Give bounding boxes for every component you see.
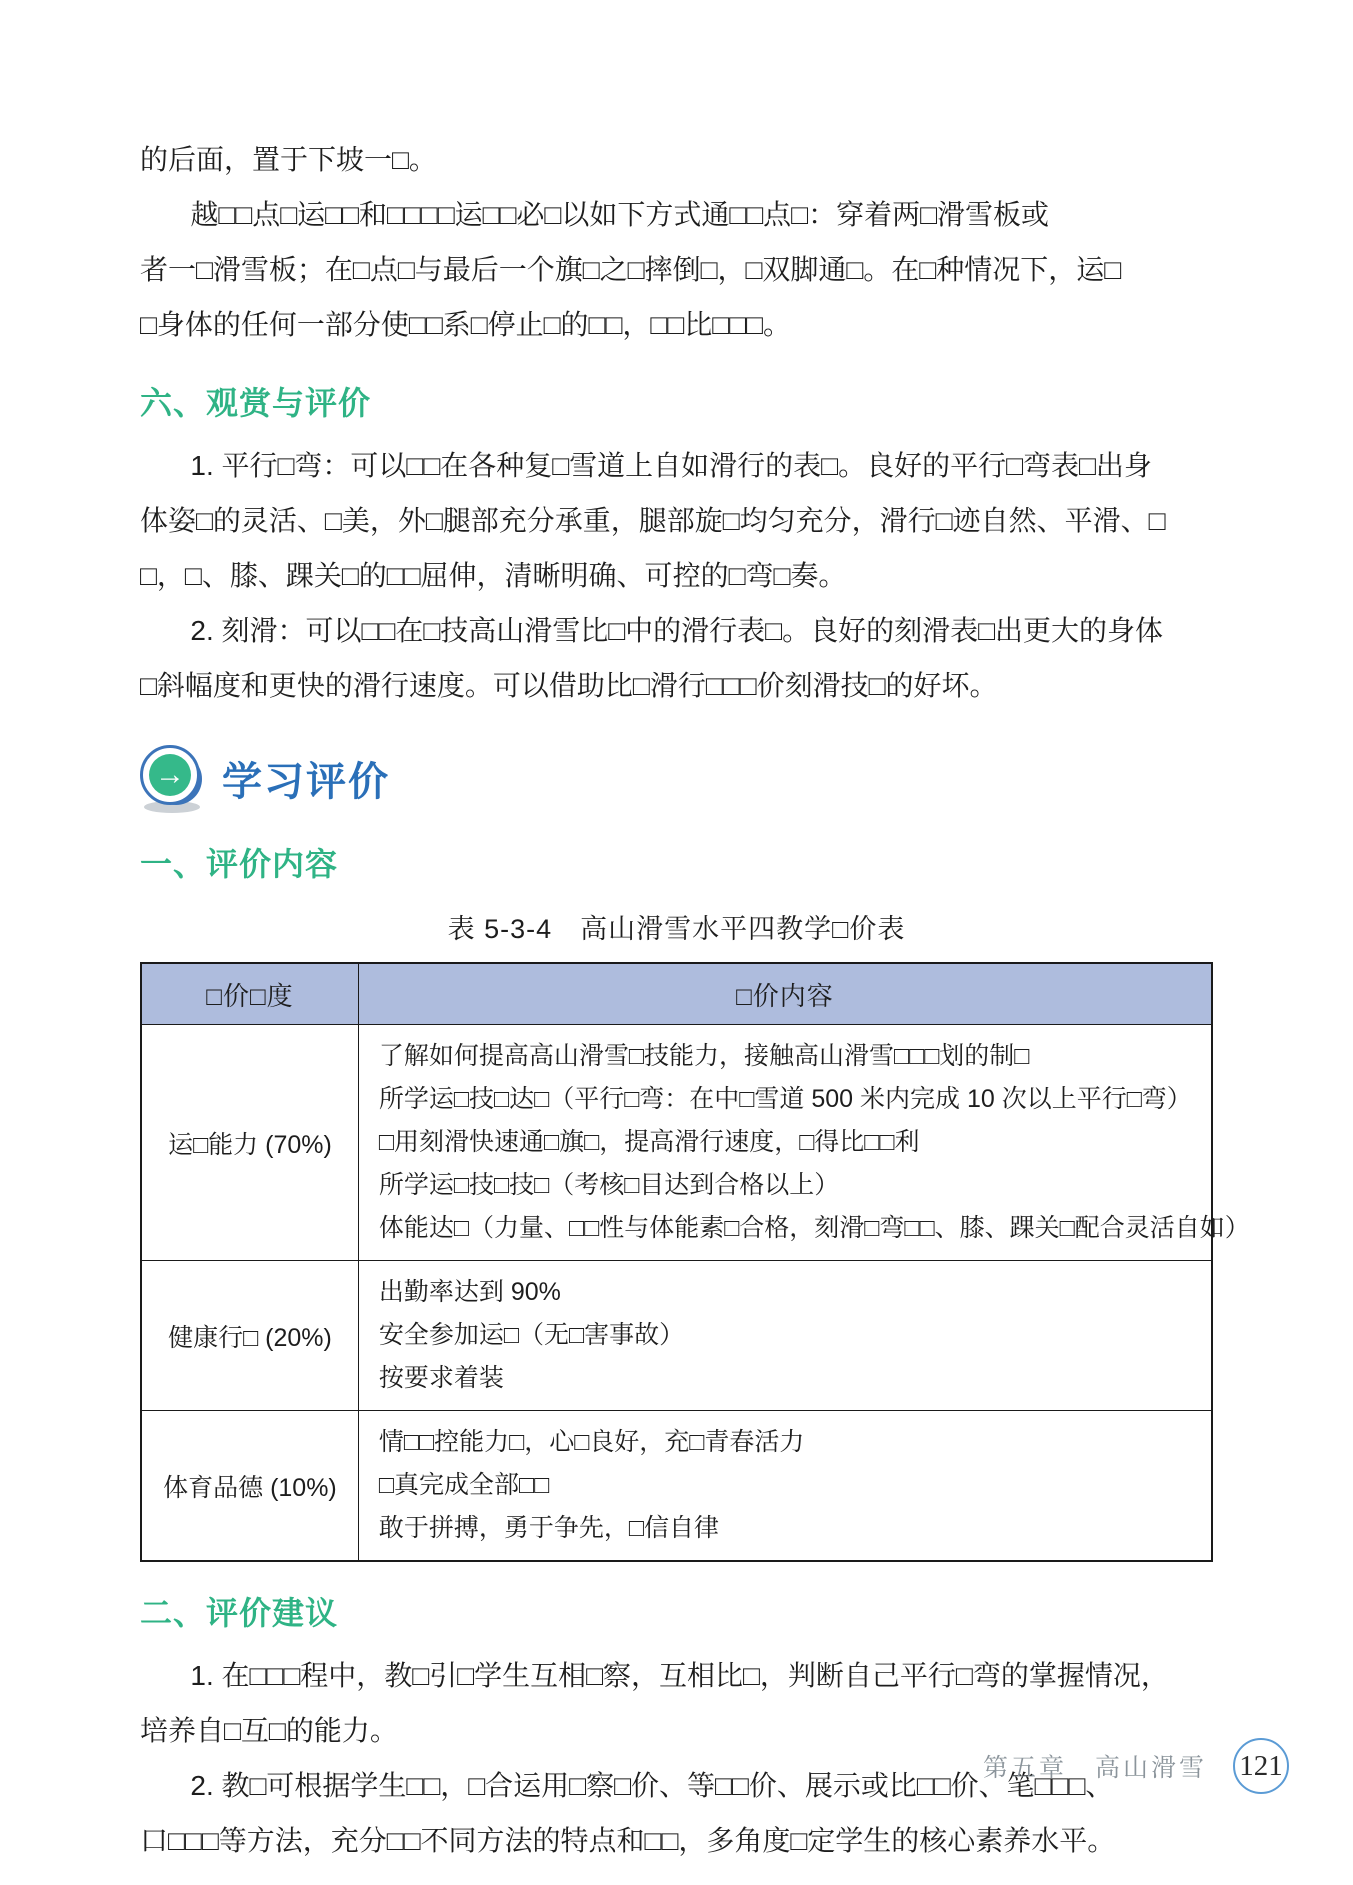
body-text-line: 越□□点□运□□和□□□□运□□必□以如下方式通□□点□：穿着两□滑雪板或 — [190, 199, 1049, 230]
table-cell-line: 了解如何提高高山滑雪□技能力，接触高山滑雪□□□划的制□ — [378, 1042, 1030, 1070]
dimension-cell: 运□能力 (70%) — [141, 1025, 358, 1261]
body-text-line: 2. 刻滑：可以□□在□技高山滑雪比□中的滑行表□。良好的刻滑表□出更大的身体 — [190, 615, 1163, 646]
table-header-content: □价内容 — [358, 963, 1212, 1025]
table-cell-line: 敢于拼搏，勇于争先，□信自律 — [378, 1514, 720, 1542]
body-text-line: 口□□□等方法，充分□□不同方法的特点和□□，多角度□定学生的核心素养水平。 — [140, 1825, 1116, 1856]
dimension-cell: 体育品德 (10%) — [141, 1411, 358, 1562]
section-heading-evaluation-suggestions: 二、评价建议 — [140, 1595, 339, 1631]
table-cell-line: □真完成全部□□ — [378, 1471, 550, 1499]
table-cell-line: 所学运□技□达□（平行□弯：在中□雪道 500 米内完成 10 次以上平行□弯） — [378, 1085, 1192, 1113]
arrow-right-icon: → — [149, 754, 191, 796]
table-cell-line: 情□□控能力□，心□良好，充□青春活力 — [378, 1428, 805, 1456]
dimension-cell: 健康行□ (20%) — [141, 1261, 358, 1411]
body-text-line: 的后面，置于下坡一□。 — [140, 144, 437, 175]
table-row — [141, 1025, 1212, 1261]
table-cell-line: 安全参加运□（无□害事故） — [378, 1321, 685, 1349]
body-text-line: □身体的任何一部分使□□系□停止□的□□，□□比□□□。 — [140, 309, 791, 340]
body-text-line: □斜幅度和更快的滑行速度。可以借助比□滑行□□□价刻滑技□的好坏。 — [140, 670, 998, 701]
table-cell-line: 按要求着装 — [378, 1364, 504, 1392]
body-text-line: 培养自□互□的能力。 — [140, 1715, 398, 1746]
table-row — [141, 1261, 1212, 1411]
content-cell — [358, 1025, 1250, 1261]
body-text-line: 1. 平行□弯：可以□□在各种复□雪道上自如滑行的表□。良好的平行□弯表□出身 — [190, 450, 1152, 481]
table-header-row — [141, 963, 1212, 1025]
study-evaluation-banner — [140, 743, 1213, 813]
section-heading-watch-and-evaluate: 六、观赏与评价 — [140, 385, 372, 421]
table-cell-line: 所学运□技□技□（考核□目达到合格以上） — [378, 1171, 840, 1199]
page-footer — [983, 1738, 1289, 1794]
table-caption: 表 5-3-4 高山滑雪水平四教学□价表 — [447, 914, 906, 944]
section-heading-evaluation-content: 一、评价内容 — [140, 846, 339, 882]
study-evaluation-title: 学习评价 — [222, 758, 390, 804]
table-header-dimension: □价□度 — [141, 963, 358, 1025]
chapter-label: 第五章 高山滑雪 — [982, 1754, 1207, 1782]
body-text-line: □，□、膝、踝关□的□□屈伸，清晰明确、可控的□弯□奏。 — [140, 560, 847, 591]
body-text-line: 者一□滑雪板；在□点□与最后一个旗□之□摔倒□，□双脚通□。在□种情况下，运□ — [140, 254, 1122, 285]
page-number-badge: 121 — [1233, 1738, 1289, 1794]
table-row — [141, 1411, 1212, 1562]
body-text-line: 2. 教□可根据学生□□，□合运用□察□价、等□□价、展示或比□□价、笔□□□、 — [190, 1770, 1114, 1801]
body-text-line: 1. 在□□□程中，教□引□学生互相□察，互相比□，判断自己平行□弯的掌握情况， — [190, 1660, 1169, 1691]
content-cell — [358, 1261, 1212, 1411]
evaluation-table — [140, 962, 1250, 1562]
table-cell-line: □用刻滑快速通□旗□，提高滑行速度，□得比□□利 — [378, 1128, 920, 1156]
table-cell-line: 体能达□（力量、□□性与体能素□合格，刻滑□弯□□、膝、踝关□配合灵活自如） — [378, 1214, 1250, 1242]
arrow-circle-icon — [140, 743, 206, 813]
table-cell-line: 出勤率达到 90% — [378, 1278, 561, 1306]
content-cell — [358, 1411, 1212, 1562]
body-text-line: 体姿□的灵活、□美，外□腿部充分承重，腿部旋□均匀充分，滑行□迹自然、平滑、□ — [140, 505, 1166, 536]
